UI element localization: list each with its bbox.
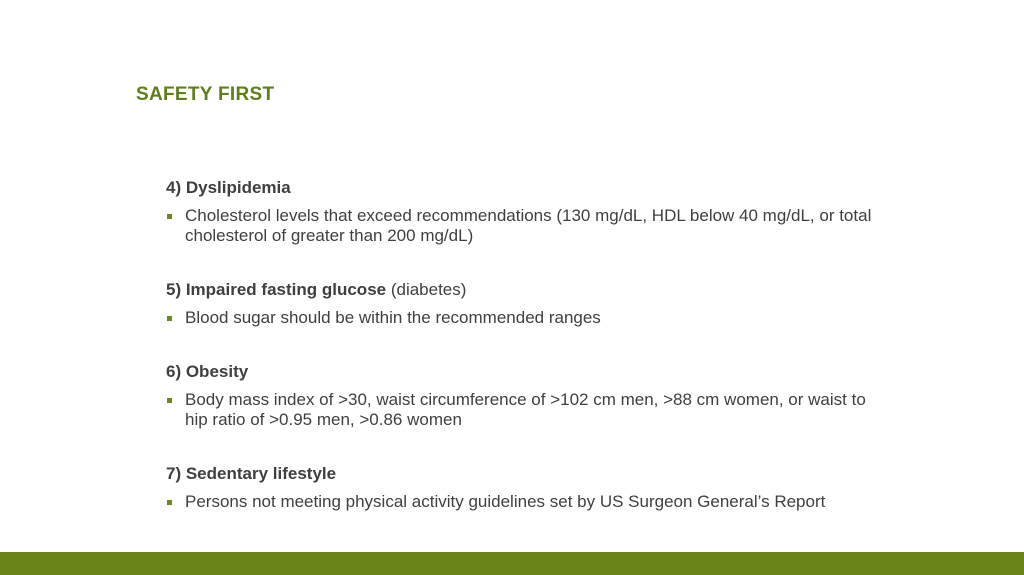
bullet-text: Body mass index of >30, waist circumference of >102 cm men, >88 cm women, or waist to hip ratio of >0.95 men, >0.86 women bbox=[185, 390, 866, 429]
slide-title: SAFETY FIRST bbox=[136, 84, 275, 105]
footer-bar bbox=[0, 552, 1024, 575]
square-bullet-icon bbox=[167, 214, 172, 219]
section-heading-bold: 5) Impaired fasting glucose bbox=[166, 280, 387, 299]
section-impaired-fasting-glucose bbox=[166, 280, 886, 328]
bullet-item bbox=[166, 206, 886, 246]
section-obesity bbox=[166, 362, 886, 430]
section-heading-bold: 4) Dyslipidemia bbox=[166, 178, 291, 197]
section-heading-bold: 6) Obesity bbox=[166, 362, 249, 381]
bullet-item bbox=[166, 308, 886, 328]
section-heading bbox=[166, 280, 886, 300]
bullet-text: Cholesterol levels that exceed recommendations (130 mg/dL, HDL below 40 mg/dL, or total cholesterol of greater than 200 mg/dL) bbox=[185, 206, 872, 245]
section-heading-bold: 7) Sedentary lifestyle bbox=[166, 464, 337, 483]
bullet-item bbox=[166, 492, 886, 512]
section-heading bbox=[166, 362, 886, 382]
section-heading-rest: (diabetes) bbox=[386, 280, 467, 299]
bullet-text: Blood sugar should be within the recommended ranges bbox=[185, 308, 601, 327]
bullet-text: Persons not meeting physical activity guidelines set by US Surgeon General’s Report bbox=[185, 492, 826, 511]
square-bullet-icon bbox=[167, 500, 172, 505]
square-bullet-icon bbox=[167, 316, 172, 321]
square-bullet-icon bbox=[167, 398, 172, 403]
section-dyslipidemia bbox=[166, 178, 886, 246]
slide-content bbox=[166, 178, 886, 512]
section-heading bbox=[166, 178, 886, 198]
bullet-item bbox=[166, 390, 886, 430]
section-heading bbox=[166, 464, 886, 484]
section-sedentary-lifestyle bbox=[166, 464, 886, 512]
